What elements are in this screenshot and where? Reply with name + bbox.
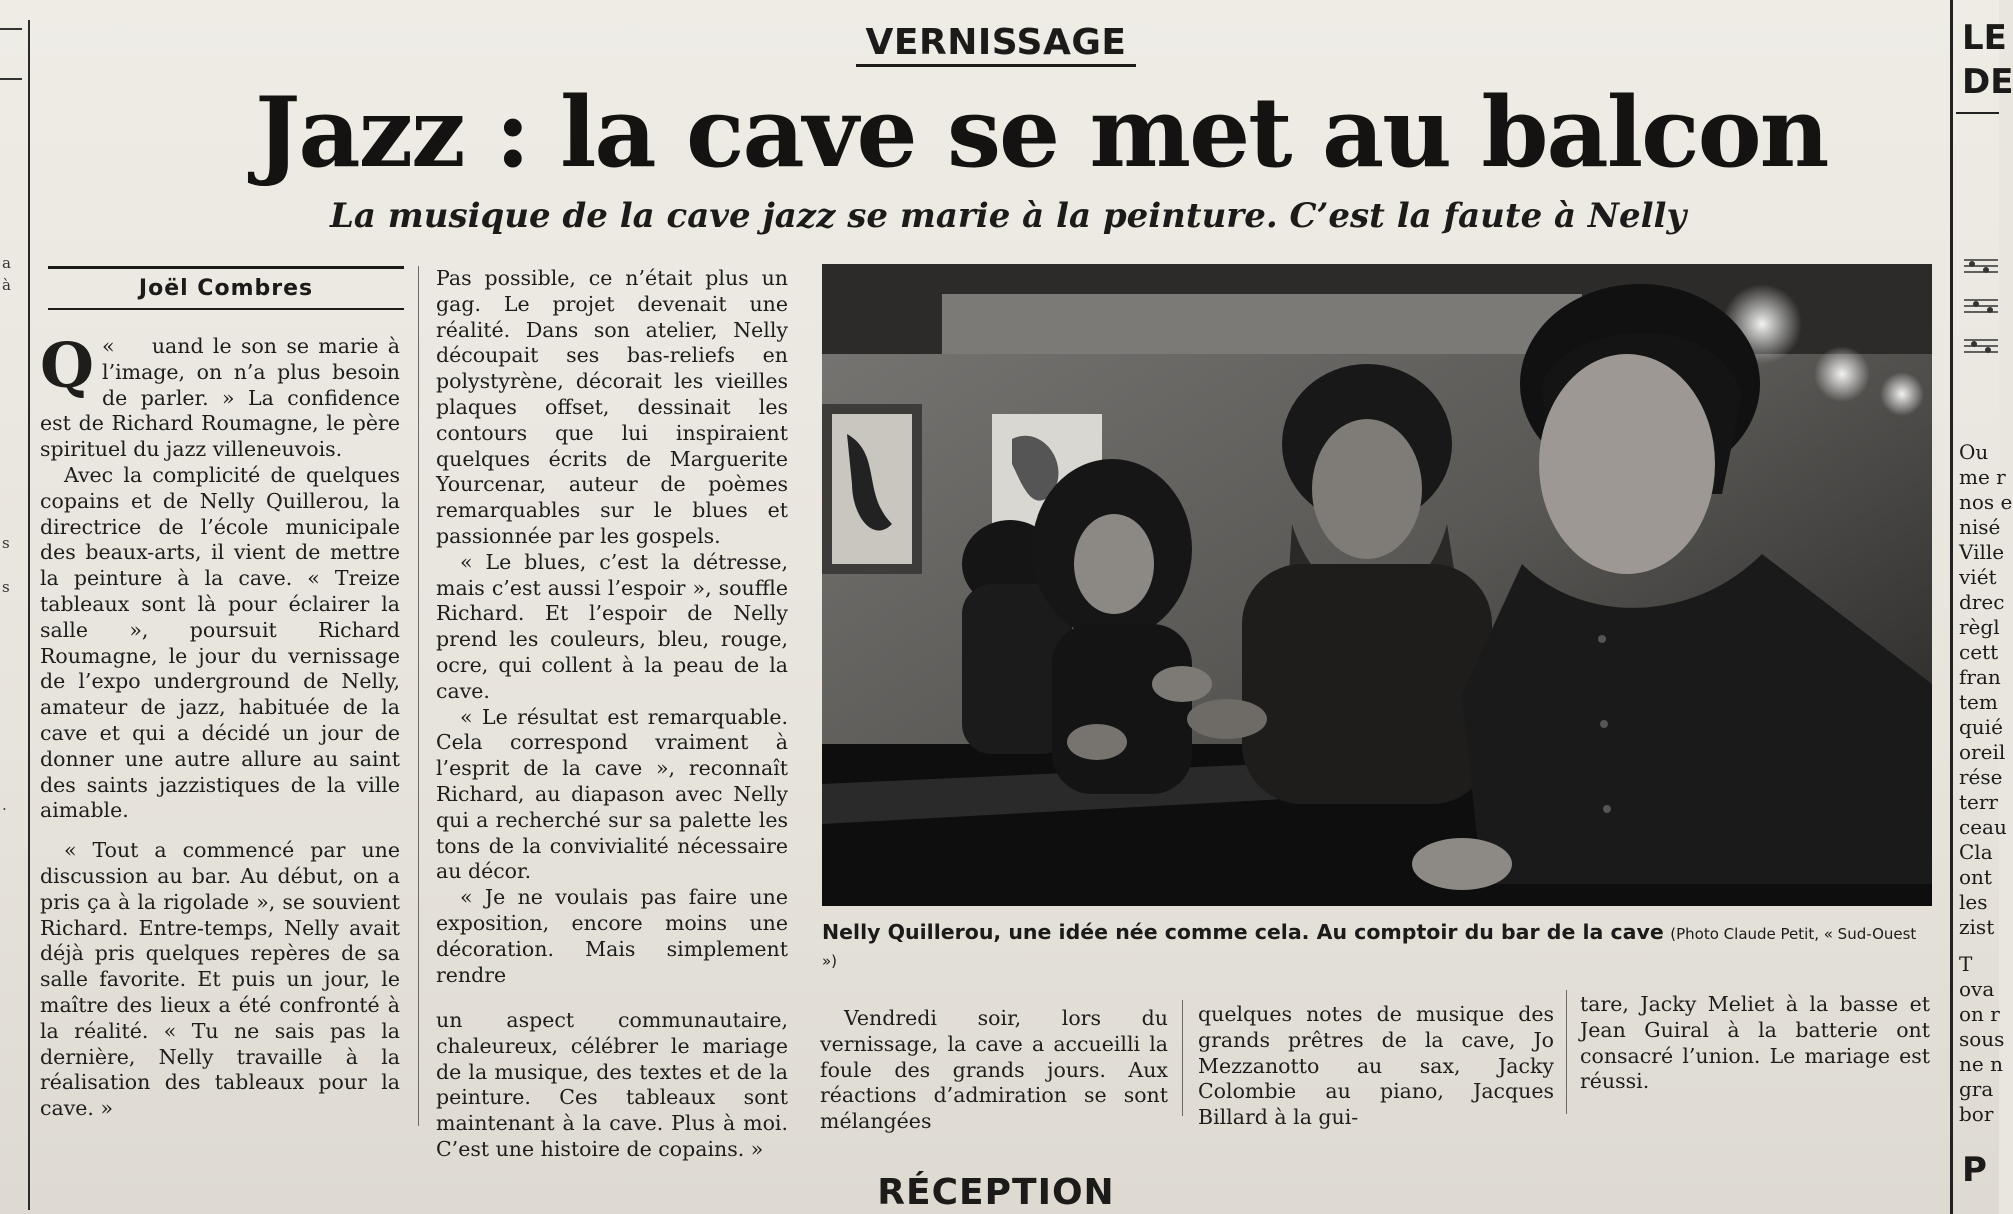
fragment-text: zist [1959, 915, 1995, 939]
paragraph: « Le résultat est remarquable. Cela correspond vraiment à l’esprit de la cave », reconnaît Richard, au diapason avec Nelly qui a recherché sur sa palette les tons de la convivialité nécessaire au décor. [436, 704, 788, 884]
photo-credit: (Photo Claude Petit, « Sud-Ouest ») [822, 925, 1917, 970]
column-3 [820, 1006, 1168, 1135]
fragment-text: me r [1959, 465, 2006, 489]
paragraph: quelques notes de musique des grands prêtres de la cave, Jo Mezzanotto au sax, Jacky Colombie au piano, Jacques Billard à la gui- [1198, 1002, 1554, 1130]
fragment-text: ne n [1959, 1052, 2003, 1076]
fragment-text: à [2, 276, 11, 294]
fragment-text: viét [1959, 565, 1997, 589]
fragment-text: rése [1959, 765, 2003, 789]
fragment-text: nos e [1959, 490, 2013, 514]
column-border [1950, 0, 1953, 1214]
fragment-text: Cla [1959, 840, 1993, 864]
paragraph [40, 329, 400, 463]
music-score-icon [1964, 250, 1998, 390]
fragment-text: T [1959, 952, 1973, 976]
paragraph: Vendredi soir, lors du vernissage, la cave a accueilli la foule des grands jours. Aux réactions d’admiration se sont mélangées [820, 1006, 1168, 1134]
fragment-text: ont [1959, 865, 1992, 889]
fragment-text: ceau [1959, 815, 2007, 839]
paragraph: « Le blues, c’est la détresse, mais c’est aussi l’espoir », souffle Richard. Et l’espoir de Nelly prend les couleurs, bleu, rouge, ocre, qui collent à la peau de la cave. [436, 549, 788, 703]
caption-text: Nelly Quillerou, une idée née comme cela. Au comptoir du bar de la cave [822, 920, 1664, 944]
fragment-text: terr [1959, 790, 1998, 814]
column-5 [1580, 992, 1930, 1095]
fragment-text: les [1959, 890, 1988, 914]
drop-cap: Q [40, 329, 95, 402]
fragment-text: sous [1959, 1027, 2005, 1051]
fragment-text: bor [1959, 1102, 1994, 1126]
column-rule [1182, 1000, 1183, 1116]
paragraph: un aspect communautaire, chaleureux, célébrer le mariage de la musique, des textes et de la peinture. Ces tableaux sont maintenant à la cave. Plus à moi. C’est une histoire de copains. » [436, 1008, 788, 1161]
column-4 [1198, 1002, 1554, 1131]
fragment-text: nisé [1959, 515, 2001, 539]
fragment-text: gra [1959, 1077, 1994, 1101]
paragraph: « Je ne voulais pas faire une exposition, encore moins une décoration. Mais simplement rendre [436, 885, 788, 987]
byline-rule [48, 308, 404, 310]
fragment-heading: DE [1962, 62, 2013, 102]
column-border [28, 20, 30, 1210]
fragment-text: s [2, 534, 10, 552]
photo-image [822, 264, 1932, 906]
paragraph-text: « uand le son se marie à l’image, on n’a plus besoin de parler. » La confidence est de Richard Roumagne, le père spirituel du jazz villeneuvois. [40, 334, 400, 462]
fragment-text: a [2, 254, 11, 272]
subheadline: La musique de la cave jazz se marie à la peinture. C’est la faute à Nelly [330, 196, 1687, 236]
fragment-text: Ville [1959, 540, 2005, 564]
fragment-text: Ou [1959, 440, 1989, 464]
fragment-text: s [2, 578, 10, 596]
adjacent-column-left [0, 0, 26, 1214]
kicker-underline [856, 64, 1136, 67]
fragment-text: tem [1959, 690, 1998, 714]
headline: Jazz : la cave se met au balcon [255, 76, 1828, 189]
column-rule [418, 266, 419, 1126]
rule [0, 78, 22, 80]
kicker: VERNISSAGE [865, 22, 1127, 63]
fragment-text: ova [1959, 977, 1995, 1001]
rule [1956, 112, 1999, 114]
column-2 [436, 266, 788, 988]
rule [0, 28, 22, 30]
paragraph: « Tout a commencé par une discussion au bar. Au début, on a pris ça à la rigolade », se souvient Richard. Entre-temps, Nelly avait déjà pris quelques repères de sa salle favorite. Et puis un jour, le maître des lieux a été confronté à la réalité. « Tu ne sais pas la dernière, Nelly travaille à la réalisation des tableaux pour la cave. » [40, 838, 400, 1121]
fragment-text: fran [1959, 665, 2001, 689]
fragment-text: cett [1959, 640, 1999, 664]
adjacent-column-right [1956, 0, 2013, 1214]
paragraph: Avec la complicité de quelques copains et de Nelly Quillerou, la directrice de l’école municipale des beaux-arts, il vient de mettre la peinture à la cave. « Treize tableaux sont là pour éclairer la salle », poursuit Richard Roumagne, le jour du vernissage de l’expo underground de Nelly, amateur de jazz, habituée de la cave et qui a décidé un jour de donner une autre allure au saint des saints jazzistiques de la ville aimable. [40, 462, 400, 823]
column-2-continued [436, 1008, 788, 1163]
fragment-text: . [2, 796, 7, 814]
fragment-heading: P [1962, 1150, 1987, 1190]
column-1 [40, 329, 400, 1122]
photo-caption [822, 920, 1932, 974]
paragraph: Pas possible, ce n’était plus un gag. Le projet devenait une réalité. Dans son atelier, Nelly découpait ses bas-reliefs en polystyrène, décorait les vieilles plaques offset, dessinait les contours que lui inspiraient quelques écrits de Marguerite Yourcenar, auteur de poèmes remarquables sur le blues et passionnée par les gospels. [436, 266, 788, 548]
article-photo [822, 264, 1932, 906]
fragment-heading: LE [1962, 18, 2007, 58]
fragment-text: drec [1959, 590, 2005, 614]
next-article-heading: RÉCEPTION [877, 1172, 1115, 1213]
fragment-text: oreil [1959, 740, 2006, 764]
fragment-text: règl [1959, 615, 2000, 639]
byline-rule [48, 266, 404, 269]
fragment-text: on r [1959, 1002, 2000, 1026]
fragment-text: quié [1959, 715, 2003, 739]
paragraph: tare, Jacky Meliet à la basse et Jean Guiral à la batterie ont consacré l’union. Le mariage est réussi. [1580, 992, 1930, 1094]
byline: Joël Combres [138, 276, 314, 301]
column-rule [1566, 990, 1567, 1114]
